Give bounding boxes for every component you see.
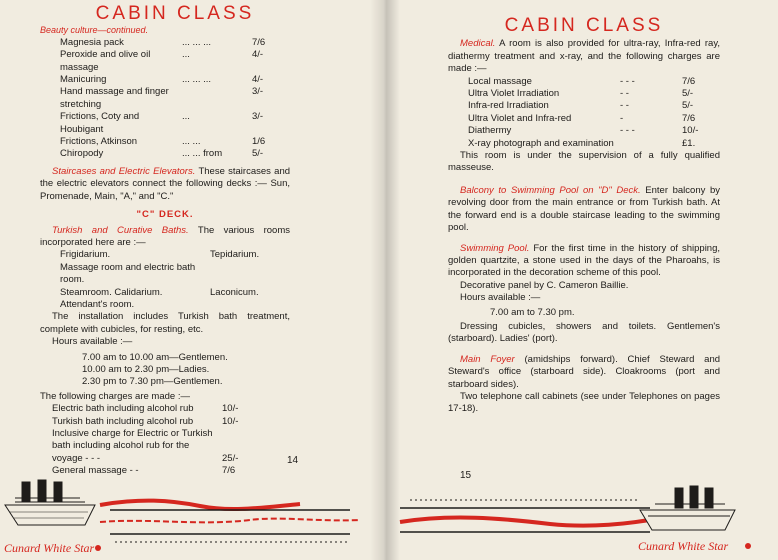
item-dots: - - [620,88,629,100]
panel-text: Decorative panel by C. Cameron Baillie. [460,279,629,291]
item-price: 7/6 [222,465,236,477]
item-name: Frictions, Atkinson [60,136,138,148]
beauty-heading: Beauty culture—continued. [40,25,149,36]
list-item: 2.30 pm to 7.30 pm—Gentlemen. [82,376,223,388]
item-price: 25/- [222,452,239,464]
pool-paragraph [448,243,720,280]
item-dots [620,138,682,150]
beauty-price-list [40,37,290,161]
list-item [40,74,290,86]
item-name: Ultra Violet and Infra-red [468,112,572,124]
ship-icon [640,486,735,530]
item-name: Magnesia pack [60,36,124,48]
pool-heading: Swimming Pool. [460,242,530,254]
item-price: 10/- [682,125,699,137]
rooms-list [40,249,290,311]
room-name: Steamroom. Calidarium. [60,286,163,298]
list-item [40,262,290,287]
left-page-title: CABIN CLASS [95,3,255,24]
stairs-paragraph [40,166,290,203]
medical-price-list [448,76,720,150]
stairs-heading: Staircases and Electric Elevators. [52,165,196,177]
right-logo-text: Cunard White Star [638,539,729,553]
item-name: Chiropody [60,148,104,160]
list-item [448,76,720,88]
item-name: Peroxide and olive oil massage [60,49,151,73]
pool-hours-label: Hours available :— [460,292,541,304]
item-name: Local massage [468,75,532,87]
item-dots [182,86,252,111]
c-deck-heading: "C" DECK. [136,209,194,221]
medical-heading: Medical. [460,38,496,50]
item-name: Manicuring [60,74,107,86]
list-item [40,49,290,74]
item-dots: ... ... ... [182,74,212,86]
item-price: 4/- [252,74,264,86]
left-footer-ornament [0,450,372,560]
item-price: 5/- [682,100,694,112]
telephone-text: Two telephone call cabinets (see under Telephones on pages 17-18). [448,390,720,415]
turkish-text: The various rooms incorporated here are :— [40,224,291,248]
item-price: 3/- [252,111,264,123]
list-item [40,287,290,299]
item-name: Ultra Violet Irradiation [468,88,560,100]
item-price: 10/- [222,403,239,415]
list-item [40,416,290,428]
item-dots: ... ... from [182,148,223,160]
item-dots: - - - [620,75,635,87]
left-logo-text: Cunard White Star [4,541,95,555]
list-item [40,86,290,111]
list-item [40,37,290,49]
list-item [40,148,290,160]
room-name [210,262,290,287]
item-name: Infra-red Irradiation [468,100,549,112]
list-item [448,113,720,125]
item-dots: - - - [620,125,635,137]
item-price: 5/- [252,148,264,160]
logo-dot [745,543,751,549]
list-item [448,125,720,137]
room-name: Tepidarium. [210,249,260,261]
list-item: 10.00 am to 2.30 pm—Ladies. [82,363,210,375]
item-dots: - [620,112,624,124]
list-item [448,88,720,100]
room-name: Frigidarium. [60,249,111,261]
item-dots: ... [182,111,190,123]
item-name: Hand massage and finger stretching [60,86,169,110]
foyer-paragraph [448,354,720,391]
balcony-text: Enter balcony by revolving door from the main entrance or from Turkish bath. At the forward end is a double staircase leading to the swimming pool. [448,184,721,234]
hours-list [40,352,290,389]
item-name: General massage - - [52,465,139,477]
pool-text: For the first time in the history of shipping, golden quartzite, a stone used in the days of the Pharoahs, is incorporated in the decoration scheme of this pool. [448,242,721,279]
item-price: 4/- [252,49,264,61]
balcony-paragraph [448,185,720,235]
right-page-number: 15 [460,470,472,481]
item-name: X-ray photograph and examination [468,137,614,149]
item-price: 7/6 [682,75,696,87]
item-dots: - - [620,100,629,112]
turkish-paragraph [40,225,290,250]
item-name: Turkish bath including alcohol rub [52,415,194,427]
item-name: Diathermy [468,125,512,137]
red-swoosh [100,501,300,509]
dressing-text: Dressing cubicles, showers and toilets. Gentlemen's (starboard). Ladies' (port). [448,320,720,345]
install-text: The installation includes Turkish bath treatment, complete with cubicles, for resting, etc. [40,311,290,335]
item-price: 3/- [252,86,264,98]
room-name: Massage room and electric bath room. [60,261,196,286]
turkish-heading: Turkish and Curative Baths. [52,224,189,236]
right-page [390,0,778,560]
right-page-title: CABIN CLASS [504,15,664,36]
foyer-heading: Main Foyer [460,353,515,365]
medical-paragraph [448,38,720,75]
list-item [448,100,720,112]
medical-text: A room is also provided for ultra-ray, Infra-red ray, diathermy treatment and x-ray, and the following charges are made :— [448,38,720,75]
list-item: 7.00 am to 10.00 am—Gentlemen. [82,351,228,363]
item-name: Frictions, Coty and Houbigant [60,111,140,135]
right-footer-ornament [390,470,778,560]
ship-icon [5,480,95,525]
red-swoosh [400,518,660,526]
charges-label: The following charges are made :— [40,390,190,402]
foyer-text: (amidships forward). Chief Steward and Steward's office (starboard side). Cloakrooms (port and starboard sides). [448,353,721,390]
item-dots: ... ... ... [182,36,212,48]
item-price: 7/6 [252,36,266,48]
stairs-text: These staircases and the electric elevators connect the following decks :— Sun, Promenade, Main, "A," and "C." [40,165,291,202]
list-item [448,138,720,150]
list-item [40,111,290,136]
list-item [40,403,290,415]
pool-hours: 7.00 am to 7.30 pm. [490,306,575,318]
item-dots: ... ... [182,136,201,148]
item-price: £1. [682,137,696,149]
list-item [40,299,290,311]
room-name: Attendant's room. [60,298,135,310]
item-name: Electric bath including alcohol rub [52,403,194,415]
left-page-number: 14 [287,455,299,466]
room-name [210,299,290,311]
supervision-text: This room is under the supervision of a fully qualified masseuse. [448,150,720,174]
list-item [40,249,290,261]
item-price: 5/- [682,88,694,100]
hours-label: Hours available :— [52,336,133,348]
room-name: Laconicum. [210,286,259,298]
balcony-heading: Balcony to Swimming Pool on "D" Deck. [460,184,641,196]
item-price: 1/6 [252,136,266,148]
item-price: 10/- [222,415,239,427]
list-item [40,136,290,148]
item-price: 7/6 [682,112,696,124]
item-dots: ... [182,49,190,61]
item-name: Inclusive charge for Electric or Turkish bath including alcohol rub for the voyage - - - [52,428,213,464]
left-page [0,0,388,560]
logo-dot [95,545,101,551]
red-wave [100,519,360,523]
